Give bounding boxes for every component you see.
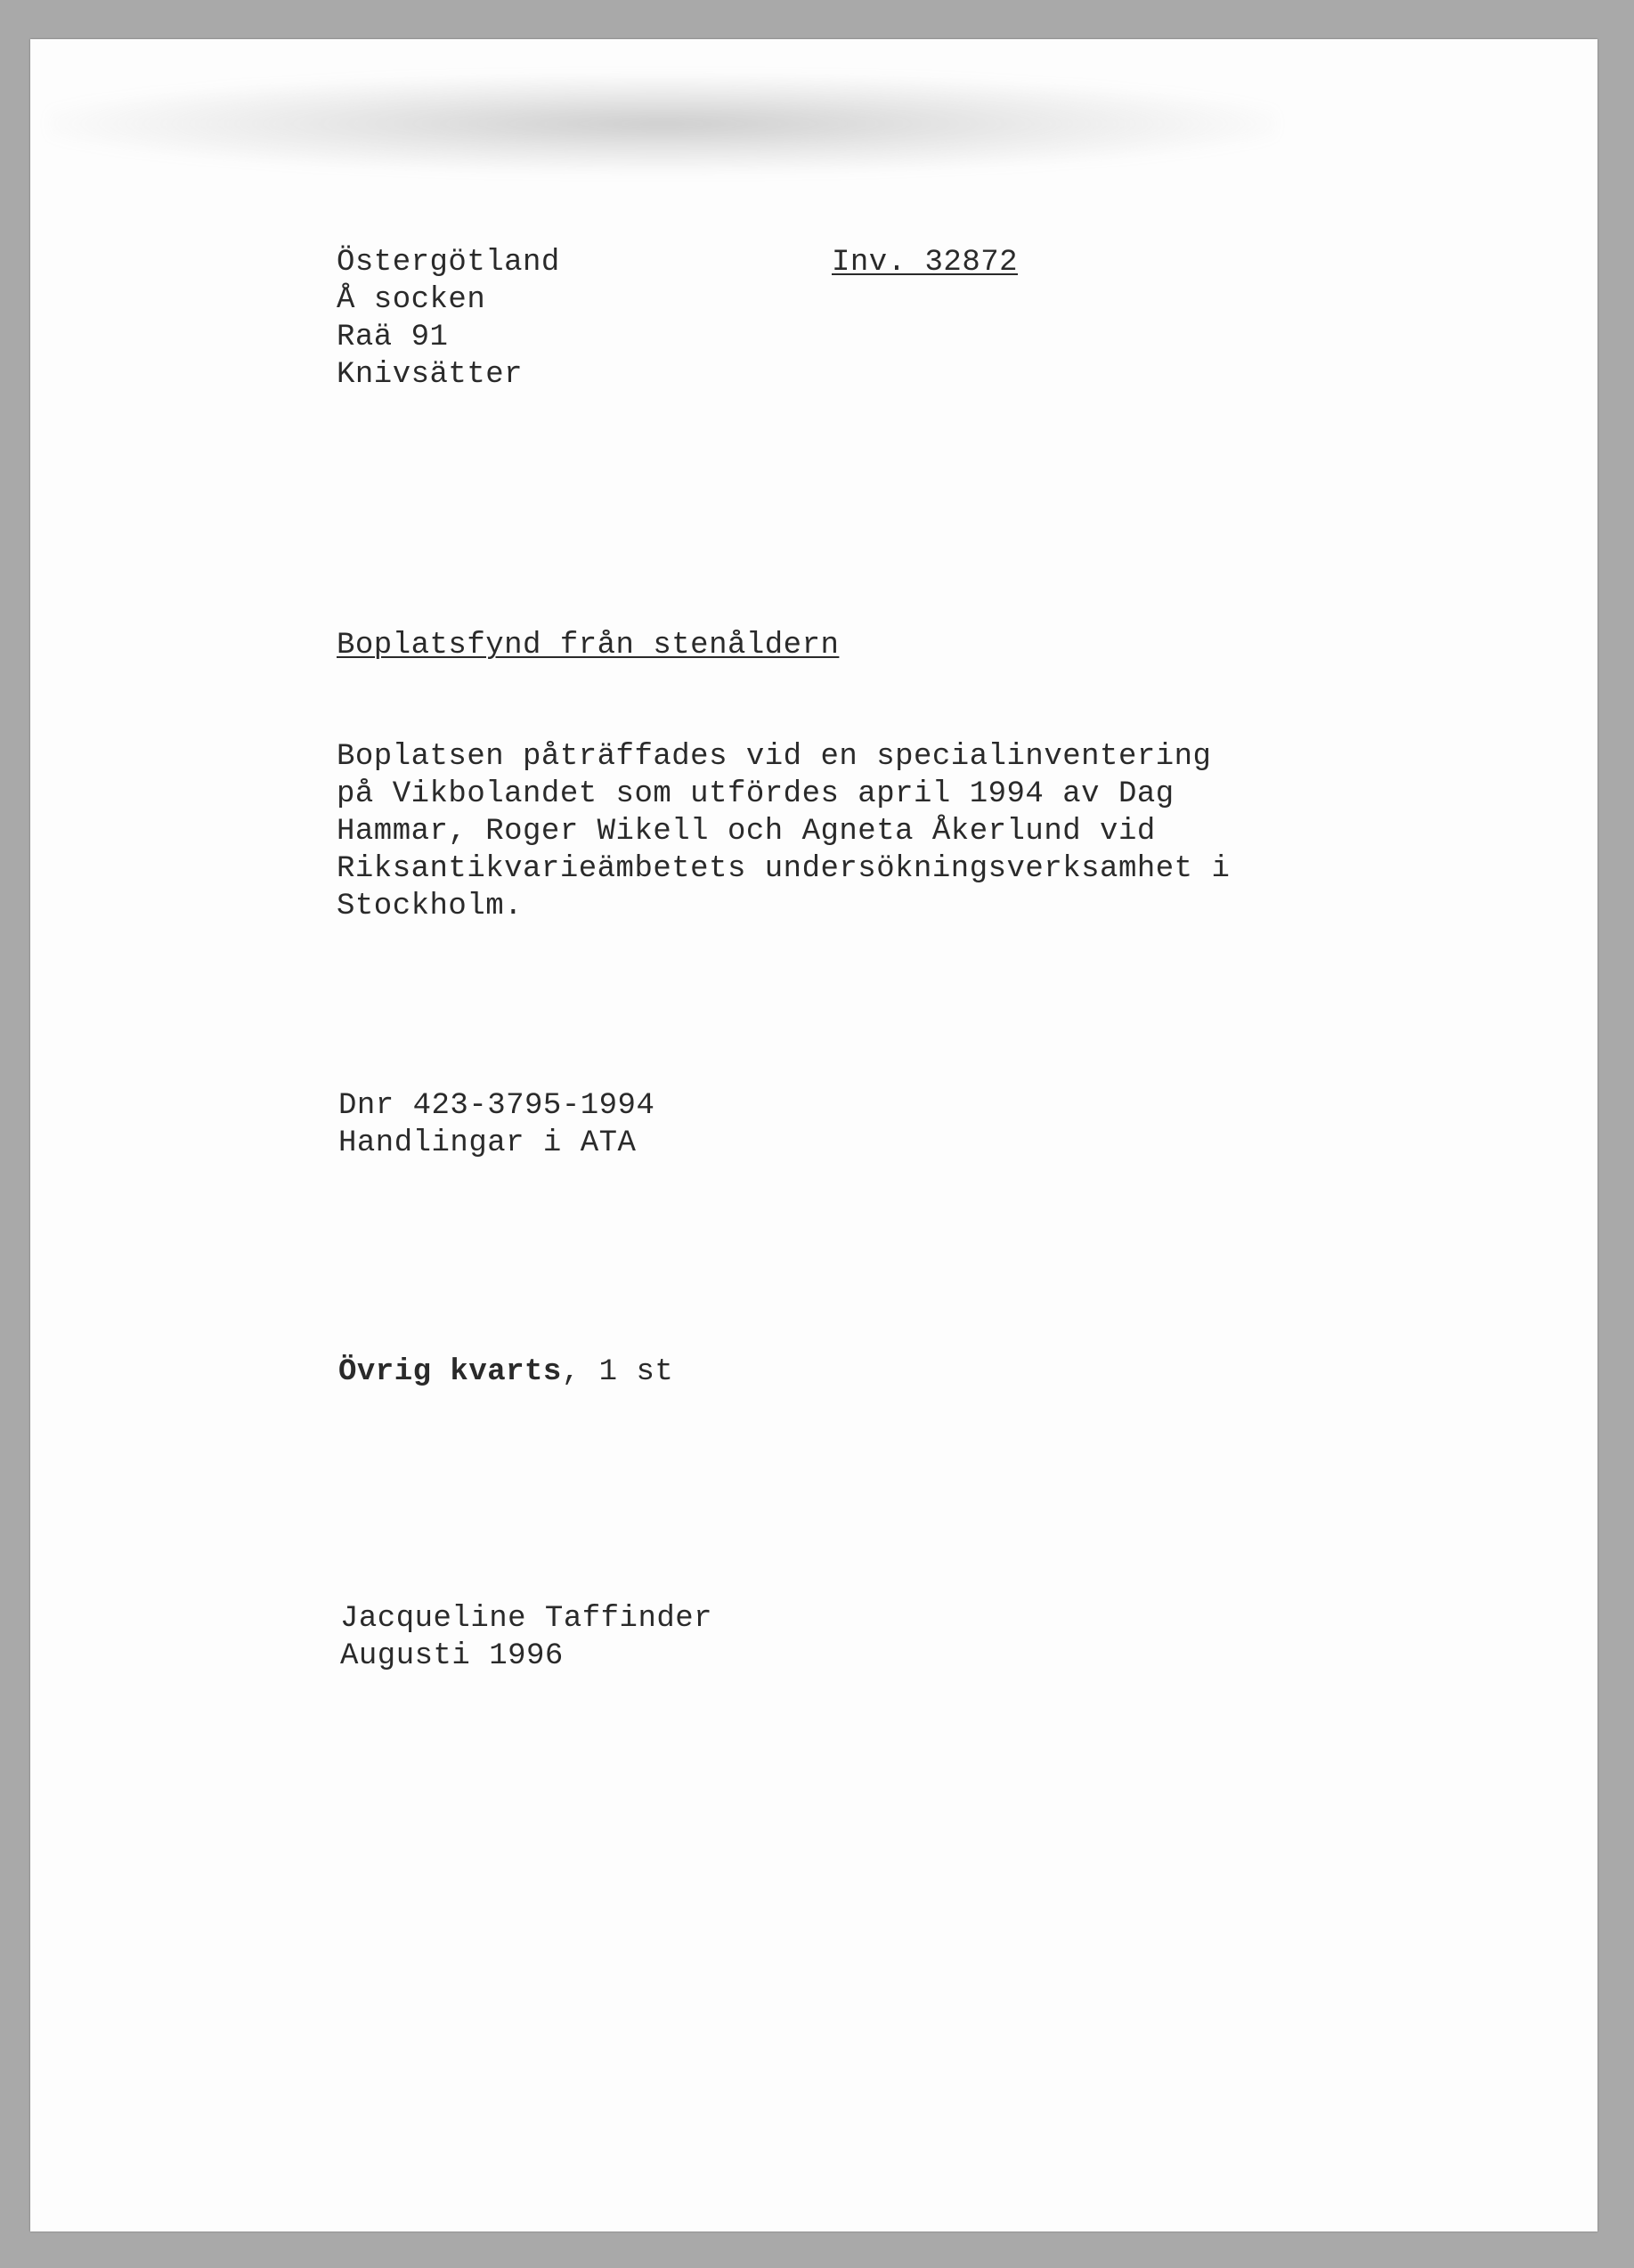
document-heading: Boplatsfynd från stenåldern — [337, 629, 840, 663]
signature-name: Jacqueline Taffinder — [340, 1602, 713, 1636]
finds-label: Övrig kvarts — [338, 1355, 562, 1389]
body-paragraph — [337, 738, 1230, 925]
finds-quantity: , 1 st — [561, 1355, 674, 1389]
reference-archive: Handlingar i ATA — [338, 1126, 637, 1160]
body-line: Stockholm. — [337, 890, 524, 923]
body-line: på Vikbolandet som utfördes april 1994 av Dag — [337, 777, 1175, 811]
reference-dnr: Dnr 423-3795-1994 — [338, 1089, 655, 1123]
address-block — [337, 244, 560, 394]
signature-block — [340, 1600, 712, 1675]
body-line: Hammar, Roger Wikell och Agneta Åkerlund vid — [337, 815, 1156, 849]
address-place: Knivsätter — [337, 358, 524, 392]
body-line: Boplatsen påträffades vid en specialinventering — [337, 740, 1212, 774]
address-parish: Å socken — [337, 283, 486, 317]
finds-line — [338, 1353, 673, 1391]
signature-date: Augusti 1996 — [340, 1639, 564, 1673]
reference-block — [338, 1087, 654, 1162]
address-raa: Raä 91 — [337, 321, 449, 354]
scan-smudge — [48, 75, 1277, 173]
inventory-number: Inv. 32872 — [832, 246, 1019, 280]
body-line: Riksantikvarieämbetets undersökningsverksamhet i — [337, 852, 1231, 886]
document-page — [30, 39, 1597, 2231]
address-county: Östergötland — [337, 246, 560, 280]
